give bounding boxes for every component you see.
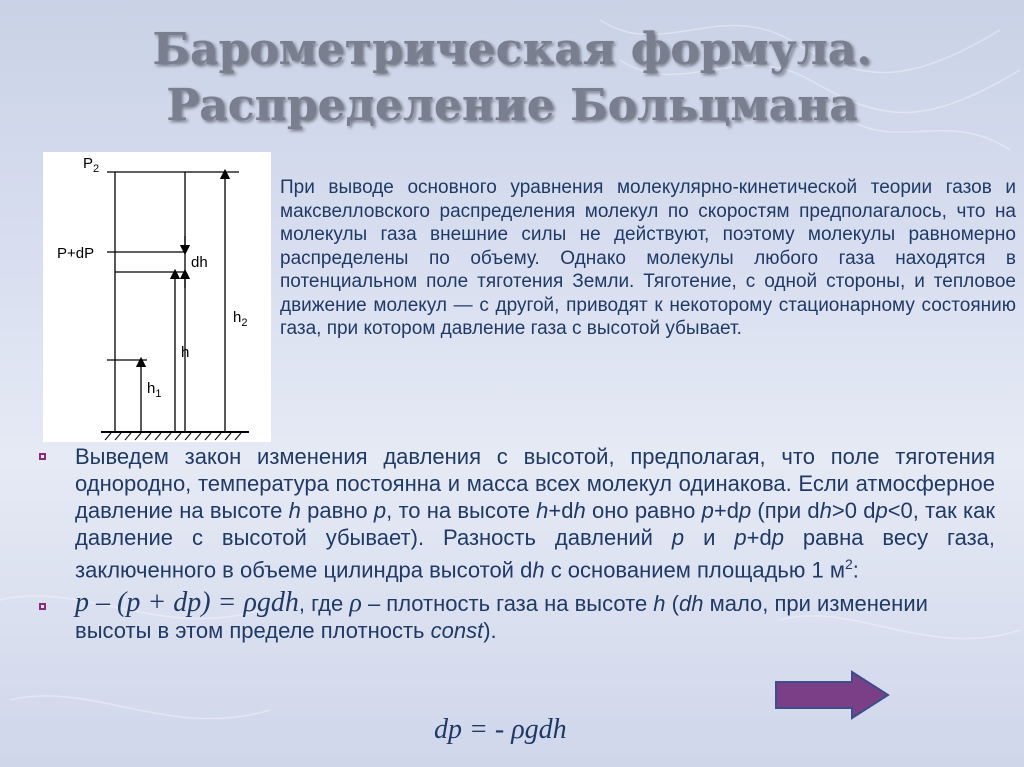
var-h: h (288, 498, 301, 523)
text: >0 d (831, 498, 876, 523)
text: равна весу газа, заключенного в объеме цилиндра высотой d (75, 525, 996, 583)
var-p: p (701, 498, 714, 523)
var-p: p (875, 498, 888, 523)
text: +d (548, 498, 574, 523)
var-p: p (671, 525, 685, 550)
title-line-1: Барометрическая формула. (152, 24, 872, 75)
var-const: const (430, 618, 484, 644)
label-dh: dh (191, 254, 208, 271)
var-p: p (771, 525, 784, 550)
var-h: h (532, 557, 545, 583)
text: с основанием площадью 1 м (544, 557, 845, 583)
text: +d (713, 498, 739, 523)
var-h: h (819, 498, 832, 523)
var-h: h (573, 498, 586, 523)
text: : (852, 557, 859, 583)
intro-paragraph: При выводе основного уравнения молекулярно-кинетической теории газов и максвелловского распределения молекул по скоростям предполагалось, что на молекулы газа внешние силы не действуют, поэтому молекулы равномерно распределены по объему. Однако молекулы любого газа находятся в потенциальном поле тяготения Земли. Тяготение, с одной стороны, и тепловое движение молекул — с другой, приводят к некоторому стационарному состоянию газа, при котором давление газа с высотой убывает. (280, 177, 1016, 339)
diagram-svg (43, 152, 271, 442)
var-p: p (734, 525, 747, 550)
text: +d (746, 525, 772, 550)
var-p: p (738, 498, 752, 523)
text: и (684, 525, 735, 550)
text: ). (483, 618, 497, 644)
final-formula: dp = - ρgdh (434, 714, 567, 745)
text: Выведем закон изменения давления с высотой, предполагая, что поле тяготения однородно, температура постоянна и масса всех молекул одинакова. Если атмосферное давление на высоте (75, 444, 995, 523)
var-rho: ρ (349, 588, 362, 618)
text: , где (298, 591, 350, 617)
text: ( (665, 591, 679, 617)
label-pdp: P+dP (57, 245, 95, 262)
text: мало, при изменении высоты в этом пределе плотность (75, 591, 928, 644)
superscript: 2 (844, 556, 853, 572)
var-dh: dh (679, 591, 704, 617)
title-line-2: Распределение Больцмана (166, 80, 858, 131)
text: оно равно (585, 498, 702, 523)
text: , то на высоте (386, 498, 537, 523)
var-h: h (653, 591, 666, 617)
label-h1: $h_1$ (147, 380, 162, 400)
text: – плотность газа на высоте (361, 591, 654, 617)
var-p: p (373, 498, 387, 523)
label-p2: $P_2$ (83, 155, 100, 175)
bullet-list (35, 443, 995, 644)
label-h2: $h_2$ (233, 309, 248, 329)
text: равно (300, 498, 374, 523)
bullet-square-icon (39, 603, 46, 610)
label-h: h (181, 344, 190, 361)
page-title (0, 22, 1024, 134)
text: (при d (751, 498, 820, 523)
bullet-square-icon (39, 453, 46, 460)
var-h: h (536, 498, 549, 523)
pressure-height-diagram (43, 152, 271, 442)
bullet-formula (35, 589, 995, 644)
formula-pressure-difference: p – (p + dp) = ρgdh (75, 587, 299, 619)
text: <0, так как давление с высотой убывает). Разность давлений (75, 498, 995, 550)
bullet-derivation (35, 443, 995, 583)
next-arrow-icon[interactable] (774, 670, 890, 720)
